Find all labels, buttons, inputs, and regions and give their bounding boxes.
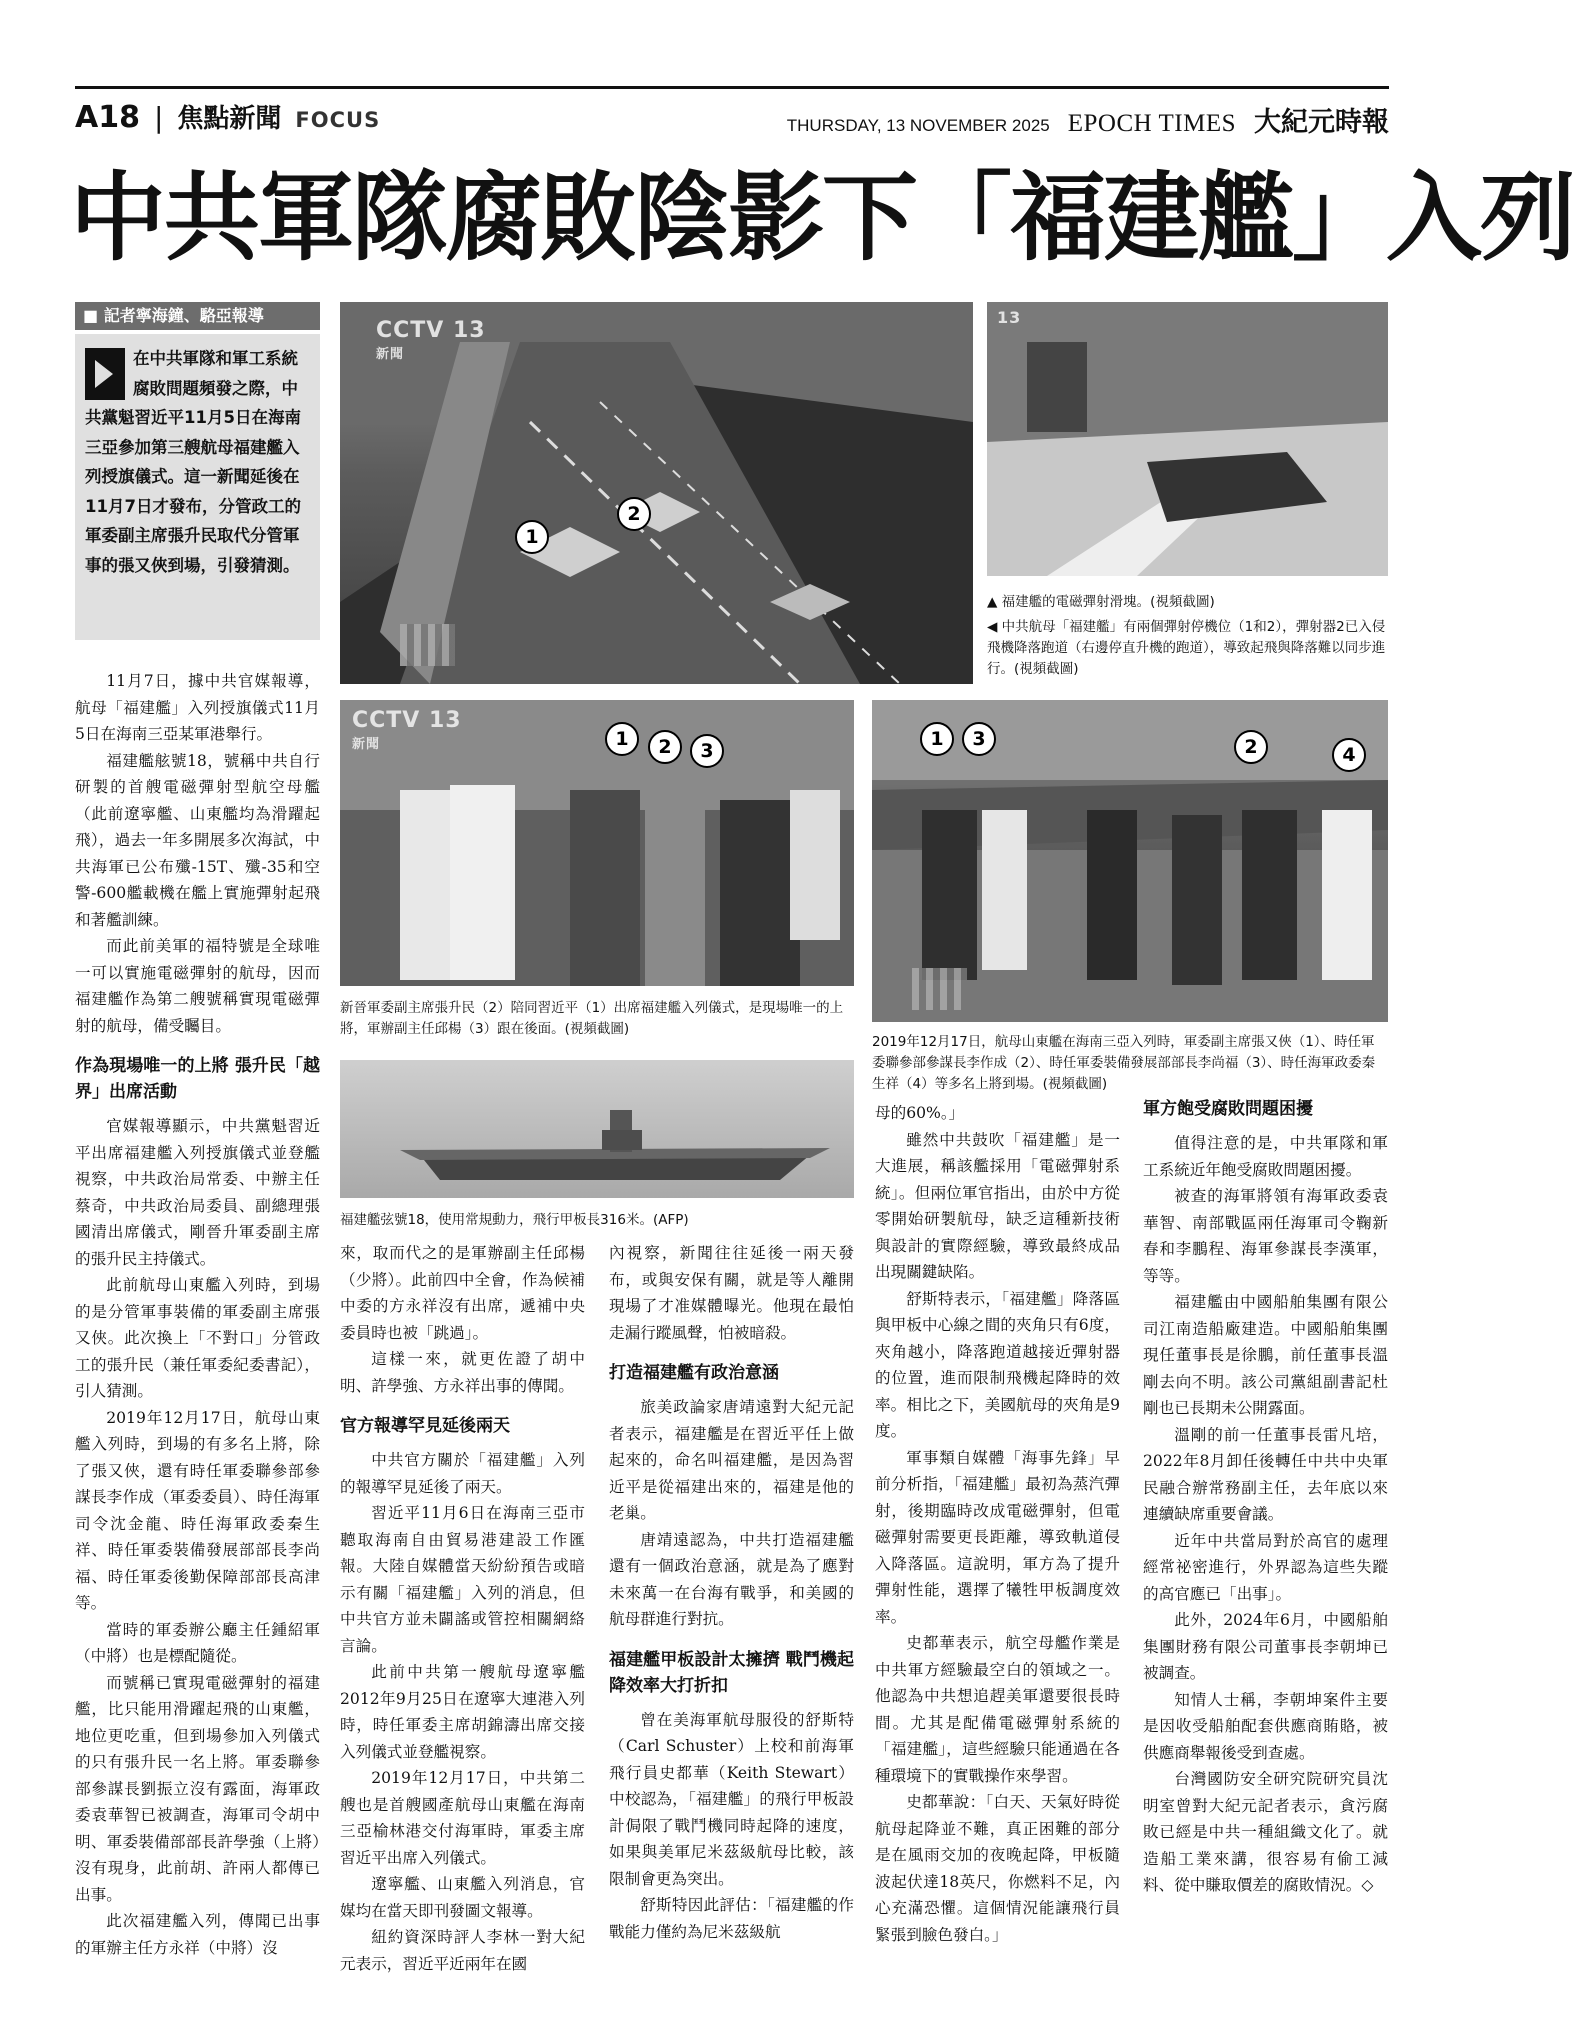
paragraph: 舒斯特表示，「福建艦」降落區與甲板中心線之間的夾角只有6度，夾角越小，降落跑道越接近彈射器的位置，進而限制飛機起降時的效率。相比之下，美國航母的夾角是9度。 [875, 1289, 1120, 1440]
paragraph: 曾在美海軍航母服役的舒斯特（Carl Schuster）上校和前海軍飛行員史都華（Keith Stewart）中校認為，「福建艦」的飛行甲板設計侷限了戰鬥機同時起降的速度，如果與美軍尼米茲級航母比較，該限制會更為突出。 [609, 1710, 854, 1888]
paragraph: 知情人士稱，李朝坤案件主要是因收受船舶配套供應商賄賂，被供應商舉報後受到查處。 [1143, 1690, 1388, 1762]
paragraph: 2019年12月17日，航母山東艦入列時，到場的有多名上將，除了張又俠，還有時任軍委聯參部參謀長李作成（軍委委員）、時任海軍司令沈金龍、時任海軍政委秦生祥、時任軍委裝備發展部部長李尚福、時任軍委後勤保障部部長高津等。 [75, 1408, 320, 1612]
marker-4: 4 [1332, 738, 1366, 772]
paragraph: 遼寧艦、山東艦入列消息，官媒均在當天即刊發圖文報導。 [340, 1875, 585, 1920]
article-column-2 [340, 1240, 585, 1990]
article-column-3 [609, 1240, 854, 1990]
caption-officers-left: 新晉軍委副主席張升民（2）陪同習近平（1）出席福建艦入列儀式，是現場唯一的上將，軍辦副主任邱楊（3）跟在後面。(視頻截圖) [340, 1000, 844, 1037]
marker-1: 1 [605, 722, 639, 756]
photo-catapult [987, 302, 1388, 576]
photo-officers-left [340, 700, 854, 986]
header-separator: | [153, 101, 164, 134]
subheading: 作為現場唯一的上將 張升民「越界」出席活動 [75, 1056, 320, 1102]
photo-officers-right [872, 700, 1388, 1022]
paragraph: 官媒報導顯示，中共黨魁習近平出席福建艦入列授旗儀式並登艦視察，中共政治局常委、中辦主任蔡奇，中共政治局委員、副總理張國清出席儀式，剛晉升軍委副主席的張升民主持儀式。 [75, 1117, 320, 1268]
paragraph: 被查的海軍將領有海軍政委袁華智、南部戰區兩任海軍司令鞠新春和李鵬程、海軍參謀長李漢軍，等等。 [1143, 1187, 1388, 1285]
lead-arrow-icon [85, 348, 125, 400]
marker-2: 2 [617, 497, 651, 531]
caption-officers-right: 2019年12月17日，航母山東艦在海南三亞入列時，軍委副主席張又俠（1）、時任軍委聯參部參謀長李作成（2）、時任軍委裝備發展部部長李尚福（3）、時任海軍政委秦生祥（4）等多名上將到場。(視頻截圖) [872, 1034, 1376, 1092]
section-name: 焦點新聞 [177, 104, 282, 134]
marker-1: 1 [515, 520, 549, 554]
paragraph: 當時的軍委辦公廳主任鍾紹軍（中將）也是標配隨從。 [75, 1620, 320, 1665]
subheading: 軍方飽受腐敗問題困擾 [1143, 1099, 1313, 1119]
blurred-face [912, 968, 967, 1010]
paragraph: 而此前美軍的福特號是全球唯一可以實施電磁彈射的航母，因而福建艦作為第二艘號稱實現電磁彈射的航母，備受矚目。 [75, 937, 320, 1035]
caption-catapult-line: ▲ 福建艦的電磁彈射滑塊。(視頻截圖) [987, 594, 1215, 610]
paragraph: 2019年12月17日，中共第二艘也是首艘國產航母山東艦在海南三亞榆林港交付海軍時，軍委主席習近平出席入列儀式。 [340, 1769, 585, 1867]
article-column-5 [1143, 1096, 1388, 1990]
caption-catapult [987, 592, 1388, 680]
paper-info [787, 100, 1389, 136]
paragraph: 內視察，新聞往往延後一兩天發布，或與安保有關，就是等人離開現場了才准媒體曝光。他現在最怕走漏行蹤風聲，怕被暗殺。 [609, 1244, 854, 1342]
page-number: A18 [75, 100, 140, 135]
paragraph: 軍事類自媒體「海事先鋒」早前分析指，「福建艦」最初為蒸汽彈射，後期臨時改成電磁彈射，但電磁彈射需要更長距離，導致軌道侵入降落區。這說明，軍方為了提升彈射性能，選擇了犧牲甲板調度效率。 [875, 1448, 1120, 1626]
paragraph: 而號稱已實現電磁彈射的福建艦，比只能用滑躍起飛的山東艦，地位更吃重，但到場參加入列儀式的只有張升民一名上將。軍委聯參部參謀長劉振立沒有露面，海軍政委袁華智已被調查，海軍司令胡中明、軍委裝備部部長許學強（上將）沒有現身，此前胡、許兩人都傳已出事。 [75, 1673, 320, 1904]
paragraph: 值得注意的是，中共軍隊和軍工系統近年飽受腐敗問題困擾。 [1143, 1134, 1388, 1179]
paragraph: 唐靖遠認為，中共打造福建艦還有一個政治意涵，就是為了應對未來萬一在台海有戰爭，和美國的航母群進行對抗。 [609, 1530, 854, 1628]
byline: ■ 記者寧海鐘、駱亞報導 [75, 302, 320, 330]
marker-3: 3 [962, 722, 996, 756]
paragraph: 紐約資深時評人李林一對大紀元表示，習近平近兩年在國 [340, 1928, 585, 1973]
section-name-en: FOCUS [295, 108, 381, 132]
paragraph: 中共官方關於「福建艦」入列的報導罕見延後了兩天。 [340, 1451, 585, 1496]
subheading: 官方報導罕見延後兩天 [340, 1416, 510, 1436]
photo-carrier-deck [340, 302, 973, 684]
lead-box [75, 334, 320, 640]
paragraph: 福建艦舷號18，號稱中共自行研製的首艘電磁彈射型航空母艦（此前遼寧艦、山東艦均為滑躍起飛），過去一年多開展多次海試，中共海軍已公布殲-15T、殲-35和空警-600艦載機在艦上實施彈射起飛和著艦訓練。 [75, 751, 320, 929]
headline: 中共軍隊腐敗陰影下「福建艦」入列 [70, 161, 1574, 274]
paragraph: 母的60%。」 [875, 1104, 965, 1122]
blurred-face [400, 624, 455, 666]
caption-catapult-deck: ◀ 中共航母「福建艦」有兩個彈射停機位（1和2），彈射器2已入侵飛機降落跑道（右邊停直升機的跑道），導致起飛與降落難以同步進行。(視頻截圖) [987, 619, 1386, 677]
subheading: 福建艦甲板設計太擁擠 戰鬥機起降效率大打折扣 [609, 1649, 854, 1696]
paragraph: 史都華表示，航空母艦作業是中共軍方經驗最空白的領域之一。他認為中共想追趕美軍還要很長時間。尤其是配備電磁彈射系統的「福建艦」，這些經驗只能通過在各種環境下的實戰操作來學習。 [875, 1634, 1120, 1785]
paragraph: 旅美政論家唐靖遠對大紀元記者表示，福建艦是在習近平任上做起來的，命名叫福建艦，是因為習近平是從福建出來的，福建是他的老巢。 [609, 1398, 854, 1522]
subheading: 打造福建艦有政治意涵 [609, 1363, 779, 1383]
carrier-illustration [340, 1060, 854, 1198]
top-rule [75, 86, 1389, 89]
section-header [75, 98, 380, 138]
paragraph: 雖然中共鼓吹「福建艦」是一大進展，稱該艦採用「電磁彈射系統」。但兩位軍官指出，由於中方從零開始研製航母，缺乏這種新技術與設計的實際經驗，導致最終成品出現關鍵缺陷。 [875, 1130, 1120, 1281]
marker-2: 2 [648, 730, 682, 764]
marker-1: 1 [920, 722, 954, 756]
paragraph: 11月7日，據中共官媒報導，航母「福建艦」入列授旗儀式11月5日在海南三亞某軍港舉行。 [75, 672, 320, 743]
paragraph: 此前航母山東艦入列時，到場的是分管軍事裝備的軍委副主席張又俠。此次換上「不對口」分管政工的張升民（兼任軍委紀委書記），引人猜測。 [75, 1276, 320, 1400]
paragraph: 近年中共當局對於高官的處理經常祕密進行，外界認為這些失蹤的高官應已「出事」。 [1143, 1531, 1388, 1603]
paragraph: 習近平11月6日在海南三亞市聽取海南自由貿易港建設工作匯報。大陸自媒體當天紛紛預告或暗示有關「福建艦」入列的消息，但中共官方並未闢謠或管控相關網絡言論。 [340, 1504, 585, 1655]
paragraph: 此次福建艦入列，傳聞已出事的軍辦主任方永祥（中將）沒 [75, 1912, 320, 1957]
paragraph: 此外，2024年6月，中國船舶集團財務有限公司董事長李朝坤已被調查。 [1143, 1611, 1388, 1682]
marker-2: 2 [1234, 730, 1268, 764]
channel-logo: CCTV 13 新聞 [376, 318, 486, 362]
paragraph: 史都華說：「白天、天氣好時從航母起降並不難，真正困難的部分是在風雨交加的夜晚起降，甲板隨波起伏達18英尺，你燃料不足，內心充滿恐懼。這個情況能讓飛行員緊張到臉色發白。」 [875, 1793, 1120, 1944]
article-column-4 [875, 1100, 1120, 1990]
paper-name-en: EPOCH TIMES [1067, 110, 1236, 137]
paragraph: 來，取而代之的是軍辦副主任邱楊（少將）。此前四中全會，作為候補中委的方永祥沒有出席，遞補中央委員時也被「跳過」。 [340, 1244, 585, 1342]
paragraph: 舒斯特因此評估：「福建艦的作戰能力僅約為尼米茲級航 [609, 1896, 854, 1941]
issue-date: THURSDAY, 13 NOVEMBER 2025 [786, 116, 1050, 135]
paper-name-zh: 大紀元時報 [1254, 107, 1389, 138]
photo-carrier-sea [340, 1060, 854, 1198]
paragraph: 台灣國防安全研究院研究員沈明室曾對大紀元記者表示，貪污腐敗已經是中共一種組織文化了。就造船工業來講，很容易有偷工減料、從中賺取價差的腐敗情況。◇ [1143, 1770, 1388, 1894]
catapult-illustration [987, 302, 1388, 576]
lead-text: 在中共軍隊和軍工系統腐敗問題頻發之際，中共黨魁習近平11月5日在海南三亞參加第三艘航母福建艦入列授旗儀式。這一新聞延後在11月7日才發布，分管政工的軍委副主席張升民取代分管軍事的張又俠到場，引發猜測。 [85, 349, 301, 575]
channel-logo: CCTV 13 新聞 [352, 708, 462, 752]
paragraph: 福建艦由中國船舶集團有限公司江南造船廠建造。中國船舶集團現任董事長是徐鵬，前任董事長溫剛去向不明。該公司黨組副書記杜剛也已長期未公開露面。 [1143, 1293, 1388, 1417]
marker-3: 3 [690, 734, 724, 768]
paragraph: 溫剛的前一任董事長雷凡培，2022年8月卸任後轉任中共中央軍民融合辦常務副主任，去年底以來連續缺席重要會議。 [1143, 1425, 1388, 1523]
paragraph: 此前中共第一艘航母遼寧艦2012年9月25日在遼寧大連港入列時，時任軍委主席胡錦濤出席交接入列儀式並登艦視察。 [340, 1663, 585, 1761]
article-column-1 [75, 668, 320, 1988]
channel-logo: 13 [997, 308, 1022, 327]
caption-carrier: 福建艦弦號18，使用常規動力，飛行甲板長316米。(AFP) [340, 1212, 689, 1228]
paragraph: 這樣一來，就更佐證了胡中明、許學強、方永祥出事的傳聞。 [340, 1350, 585, 1395]
